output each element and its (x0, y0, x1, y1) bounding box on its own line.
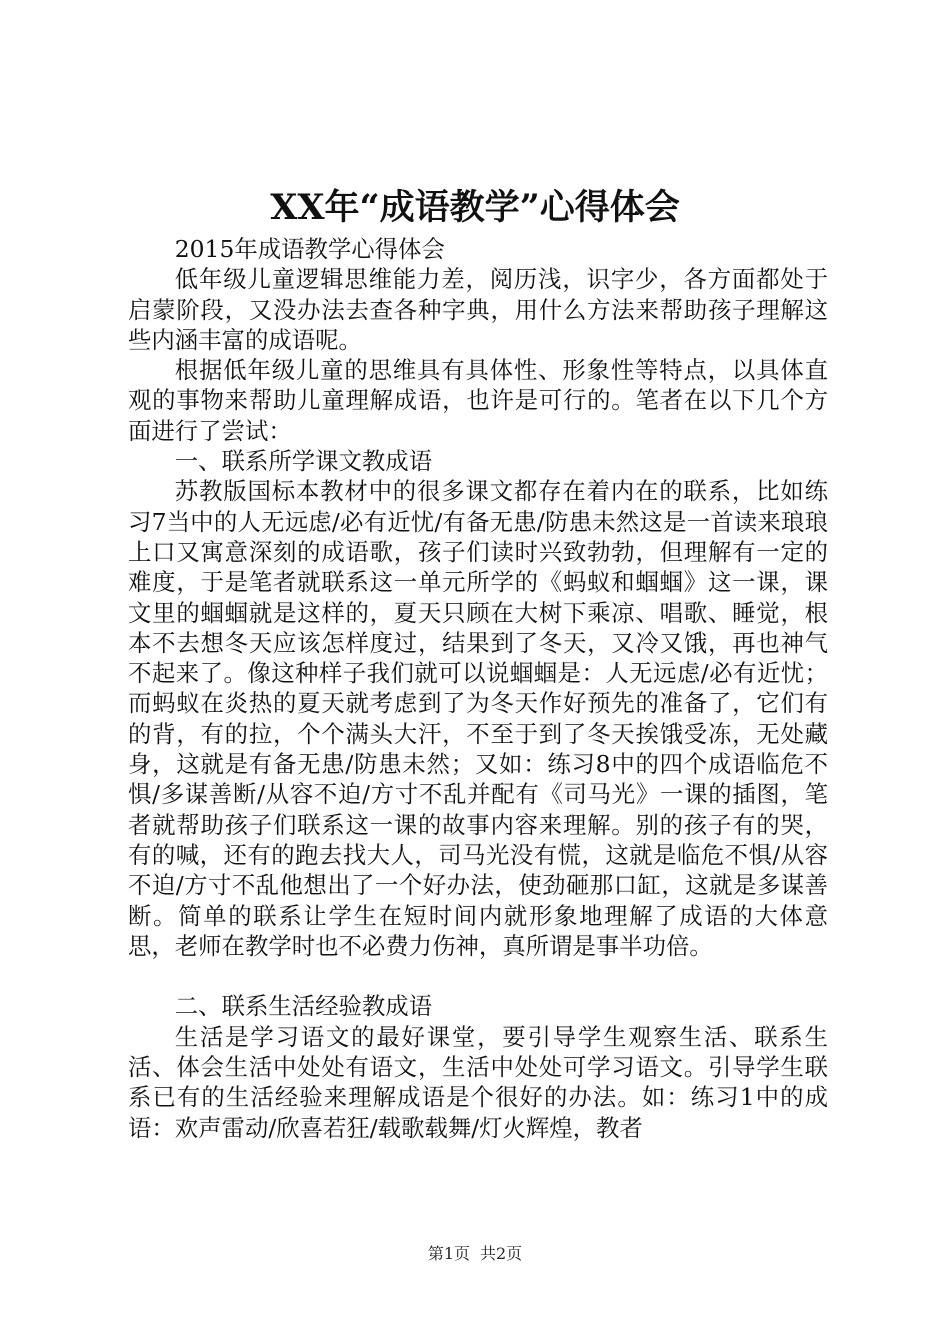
paragraph-approach: 根据低年级儿童的思维具有具体性、形象性等特点，以具体直观的事物来帮助儿童理解成语，也许是可行的。笔者在以下几个方面进行了尝试： (128, 356, 828, 445)
page-total: 共2页 (480, 1244, 523, 1263)
paragraph-subtitle: 2015年成语教学心得体会 (174, 235, 445, 263)
document-title: XX年“成语教学”心得体会 (270, 187, 680, 228)
section-heading-1: 一、联系所学课文教成语 (174, 447, 433, 476)
page-number: 第1页 (427, 1244, 470, 1263)
section-heading-2: 二、联系生活经验教成语 (174, 992, 433, 1021)
page-footer (0, 1243, 950, 1265)
paragraph-section-2: 生活是学习语文的最好课堂，要引导学生观察生活、联系生活、体会生活中处处有语文，生活中处处可学习语文。引导学生联系已有的生活经验来理解成语是个很好的办法。如：练习1中的成语：欢声雷动/欣喜若狂/载歌载舞/灯火辉煌，教者 (128, 1022, 828, 1142)
paragraph-intro: 低年级儿童逻辑思维能力差，阅历浅，识字少，各方面都处于启蒙阶段，又没办法去查各种字典，用什么方法来帮助孩子理解这些内涵丰富的成语呢。 (128, 265, 828, 354)
paragraph-section-1: 苏教版国标本教材中的很多课文都存在着内在的联系，比如练习7当中的人无远虑/必有近忧/有备无患/防患未然这是一首读来琅琅上口又寓意深刻的成语歌，孩子们读时兴致勃勃，但理解有一定的难度，于是笔者就联系这一单元所学的《蚂蚁和蝈蝈》这一课，课文里的蝈蝈就是这样的，夏天只顾在大树下乘凉、唱歌、睡觉，根本不去想冬天应该怎样度过，结果到了冬天，又冷又饿，再也神气不起来了。像这种样子我们就可以说蝈蝈是：人无远虑/必有近忧；而蚂蚁在炎热的夏天就考虑到了为冬天作好预先的准备了，它们有的背，有的拉，个个满头大汗，不至于到了冬天挨饿受冻，无处藏身，这就是有备无患/防患未然；又如：练习8中的四个成语临危不惧/多谋善断/从容不迫/方寸不乱并配有《司马光》一课的插图，笔者就帮助孩子们联系这一课的故事内容来理解。别的孩子有的哭，有的喊，还有的跑去找大人，司马光没有慌，这就是临危不惧/从容不迫/方寸不乱他想出了一个好办法，使劲砸那口缸，这就是多谋善断。简单的联系让学生在短时间内就形象地理解了成语的大体意思，老师在教学时也不必费力伤神，真所谓是事半功倍。 (128, 477, 828, 960)
document-body (128, 234, 828, 1143)
paragraph-spacer (128, 961, 828, 991)
